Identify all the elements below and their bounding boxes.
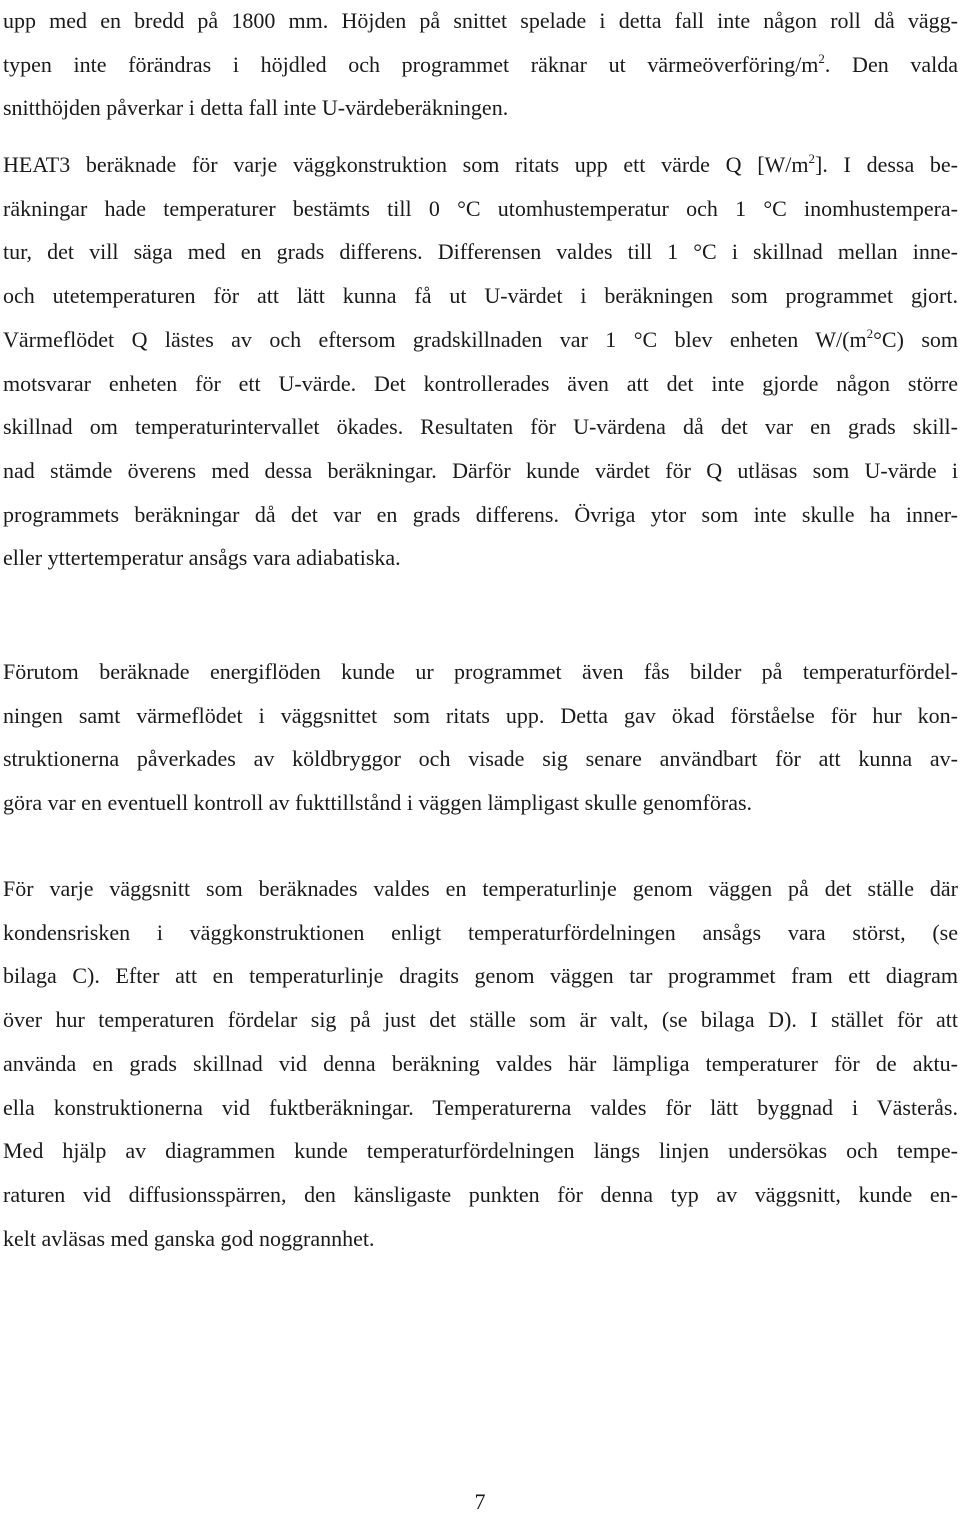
paragraph-temperature-line bbox=[3, 867, 958, 1260]
text-line-head: typen inte förändras i höjdled och programmet räknar ut värmeöverföring/m bbox=[3, 51, 819, 77]
text-line-head: Värmeflödet Q lästes av och eftersom gradskillnaden var 1 °C blev enheten W/(m bbox=[3, 326, 867, 352]
text-line bbox=[3, 43, 958, 87]
superscript: 2 bbox=[818, 50, 825, 66]
text-line: snitthöjden påverkar i detta fall inte U-värdeberäkningen. bbox=[3, 95, 509, 121]
text-line: eller yttertemperatur ansågs vara adiabatiska. bbox=[3, 545, 401, 571]
text-line: räkningar hade temperaturer bestämts till 0 °C utomhustemperatur och 1 °C inomhustempera- bbox=[3, 195, 958, 221]
text-line: ella konstruktionerna vid fuktberäkningar. Temperaturerna valdes för lätt byggnad i Västerås. bbox=[3, 1094, 958, 1120]
text-line: använda en grads skillnad vid denna beräkning valdes här lämpliga temperaturer för de aktu- bbox=[3, 1050, 958, 1076]
text-line: Förutom beräknade energiflöden kunde ur programmet även fås bilder på temperaturfördel- bbox=[3, 659, 958, 684]
text-line: ningen samt värmeflödet i väggsnittet som ritats upp. Detta gav ökad förståelse för hur kon- bbox=[3, 702, 958, 728]
text-line: kelt avläsas med ganska god noggrannhet. bbox=[3, 1225, 375, 1251]
text-line-tail: ]. I dessa be- bbox=[815, 152, 958, 177]
text-line: och utetemperaturen för att lätt kunna få ut U-värdet i beräkningen som programmet gjort. bbox=[3, 283, 958, 309]
superscript: 2 bbox=[866, 325, 874, 341]
text-line: raturen vid diffusionsspärren, den känsligaste punkten för denna typ av väggsnitt, kunde en- bbox=[3, 1181, 958, 1207]
text-line: över hur temperaturen fördelar sig på just det ställe som är valt, (se bilaga D). I stället för att bbox=[3, 1007, 958, 1033]
text-line: kondensrisken i väggkonstruktionen enligt temperaturfördelningen ansågs vara störst, (se bbox=[3, 919, 958, 945]
text-line: För varje väggsnitt som beräknades valdes en temperaturlinje genom väggen på det ställe där bbox=[3, 876, 958, 901]
text-line-head: HEAT3 beräknade för varje väggkonstruktion som ritats upp ett värde Q [W/m bbox=[3, 152, 809, 177]
text-line-tail: °C) som bbox=[873, 326, 958, 352]
text-line: tur, det vill säga med en grads differens. Differensen valdes till 1 °C i skillnad mellan inne- bbox=[3, 239, 958, 265]
text-line: bilaga C). Efter att en temperaturlinje dragits genom väggen tar programmet fram ett diagram bbox=[3, 963, 958, 989]
text-line: göra var en eventuell kontroll av fukttillstånd i väggen lämpligast skulle genomföras. bbox=[3, 790, 753, 816]
text-line: motsvarar enheten för ett U-värde. Det kontrollerades även att det inte gjorde någon större bbox=[3, 370, 958, 396]
text-line: struktionerna påverkades av köldbryggor och visade sig senare användbart för att kunna av- bbox=[3, 746, 958, 772]
text-line: Med hjälp av diagrammen kunde temperaturfördelningen längs linjen undersökas och tempe- bbox=[3, 1138, 958, 1164]
text-line: programmets beräkningar då det var en grads differens. Övriga ytor som inte skulle ha inner- bbox=[3, 501, 958, 527]
paragraph-wall-section-width bbox=[3, 0, 958, 130]
superscript: 2 bbox=[808, 151, 816, 166]
text-line: upp med en bredd på 1800 mm. Höjden på snittet spelade i detta fall inte någon roll då vägg- bbox=[3, 8, 958, 33]
text-line bbox=[3, 318, 958, 362]
text-line: nad stämde överens med dessa beräkningar. Därför kunde värdet för Q utläsas som U-värde i bbox=[3, 457, 958, 483]
text-line-tail: . Den valda bbox=[824, 51, 958, 77]
text-line: skillnad om temperaturintervallet ökades. Resultaten för U-värdena då det var en grads skill- bbox=[3, 414, 958, 440]
text-line bbox=[3, 143, 958, 187]
page-number: 7 bbox=[474, 1489, 486, 1514]
paragraph-temperature-images bbox=[3, 650, 958, 825]
paragraph-heat3-calculation bbox=[3, 143, 958, 580]
